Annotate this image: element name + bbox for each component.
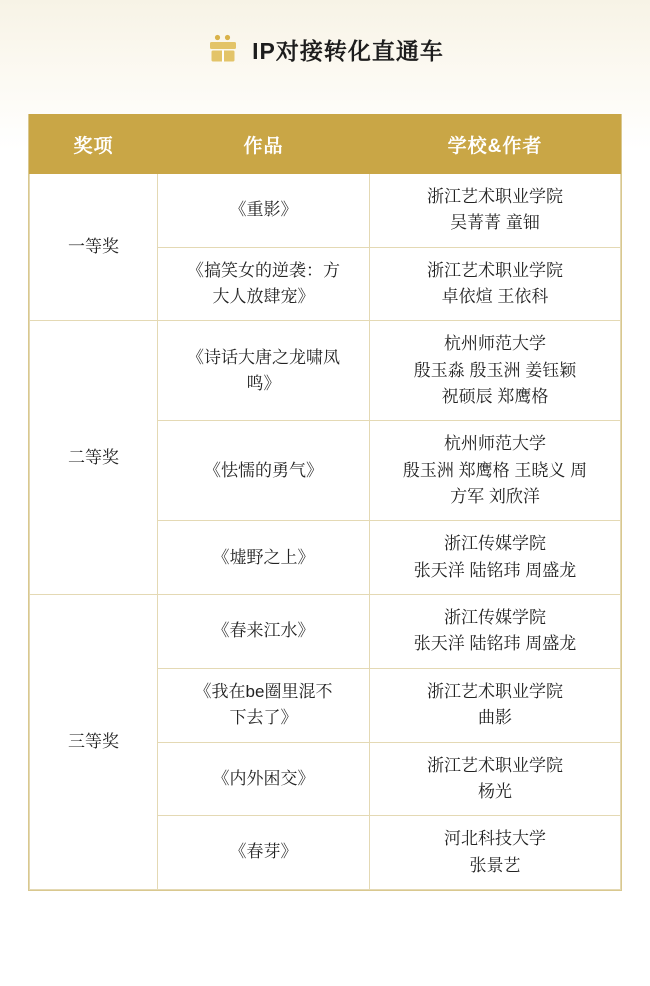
- work-title-line: 《内外困交》: [212, 768, 315, 788]
- school-author-line: 曲影: [478, 708, 512, 728]
- work-title-line: 《搞笑女的逆袭：方: [187, 260, 340, 280]
- award-level-cell: 三等奖: [30, 595, 158, 890]
- table-row: [30, 595, 621, 669]
- work-title-line: 《怯懦的勇气》: [204, 460, 323, 480]
- column-header-work: 作品: [158, 115, 370, 174]
- column-header-award: 奖项: [30, 115, 158, 174]
- school-author-cell: [370, 521, 621, 595]
- work-title-line: 《墟野之上》: [212, 547, 315, 567]
- school-author-line: 杨光: [478, 781, 512, 801]
- school-author-line: 杭州师范大学: [444, 334, 546, 354]
- work-title-cell: [158, 668, 370, 742]
- table-row: [30, 174, 621, 248]
- table-body: [30, 174, 621, 890]
- school-author-line: 张天洋 陆铭玮 周盛龙: [413, 634, 577, 654]
- award-level-cell: 二等奖: [30, 321, 158, 595]
- work-title-cell: [158, 521, 370, 595]
- work-title-line: 《我在be圈里混不: [194, 681, 333, 701]
- school-author-cell: [370, 595, 621, 669]
- school-author-line: 方军 刘欣洋: [450, 487, 540, 507]
- school-author-cell: [370, 321, 621, 421]
- school-author-line: 张天洋 陆铭玮 周盛龙: [413, 560, 577, 580]
- school-author-line: 吴菁菁 童钿: [450, 213, 540, 233]
- school-author-line: 浙江传媒学院: [444, 534, 546, 554]
- page-header: [0, 0, 650, 76]
- school-author-cell: [370, 816, 621, 890]
- work-title-cell: [158, 421, 370, 521]
- award-level-cell: 一等奖: [30, 174, 158, 321]
- work-title-line: 鸣》: [246, 373, 281, 393]
- school-author-line: 浙江传媒学院: [444, 608, 546, 628]
- award-table-container: [28, 114, 622, 891]
- school-author-cell: [370, 421, 621, 521]
- table-header: [30, 115, 621, 174]
- school-author-cell: [370, 247, 621, 321]
- work-title-cell: [158, 247, 370, 321]
- work-title-cell: [158, 595, 370, 669]
- work-title-line: 《诗话大唐之龙啸凤: [187, 347, 340, 367]
- school-author-line: 浙江艺术职业学院: [427, 260, 563, 280]
- table-header-row: [30, 115, 621, 174]
- school-author-line: 浙江艺术职业学院: [427, 187, 563, 206]
- school-author-line: 殷玉淼 殷玉洲 姜钰颖: [413, 360, 577, 380]
- work-title-cell: [158, 174, 370, 248]
- school-author-line: 祝硕辰 郑鹰格: [441, 387, 549, 407]
- ticket-icon: [206, 32, 240, 66]
- work-title-line: 大人放肆宠》: [212, 287, 315, 307]
- work-title-line: 下去了》: [229, 708, 298, 728]
- school-author-line: 卓依煊 王依科: [441, 287, 549, 307]
- page-title: IP对接转化直通车: [252, 37, 444, 64]
- school-author-line: 杭州师范大学: [444, 434, 546, 454]
- school-author-line: 殷玉洲 郑鹰格 王晓义 周: [402, 460, 588, 480]
- school-author-line: 浙江艺术职业学院: [427, 755, 563, 775]
- school-author-line: 浙江艺术职业学院: [427, 681, 563, 701]
- column-header-school: 学校&作者: [370, 115, 621, 174]
- award-table: [29, 114, 621, 890]
- work-title-line: 《春芽》: [229, 842, 298, 862]
- school-author-cell: [370, 742, 621, 816]
- table-row: [30, 321, 621, 421]
- work-title-line: 《春来江水》: [212, 621, 315, 641]
- school-author-cell: [370, 174, 621, 248]
- work-title-cell: [158, 742, 370, 816]
- school-author-cell: [370, 668, 621, 742]
- work-title-cell: [158, 816, 370, 890]
- work-title-line: 《重影》: [229, 200, 298, 220]
- school-author-line: 张景艺: [469, 855, 521, 875]
- work-title-cell: [158, 321, 370, 421]
- school-author-line: 河北科技大学: [444, 829, 546, 849]
